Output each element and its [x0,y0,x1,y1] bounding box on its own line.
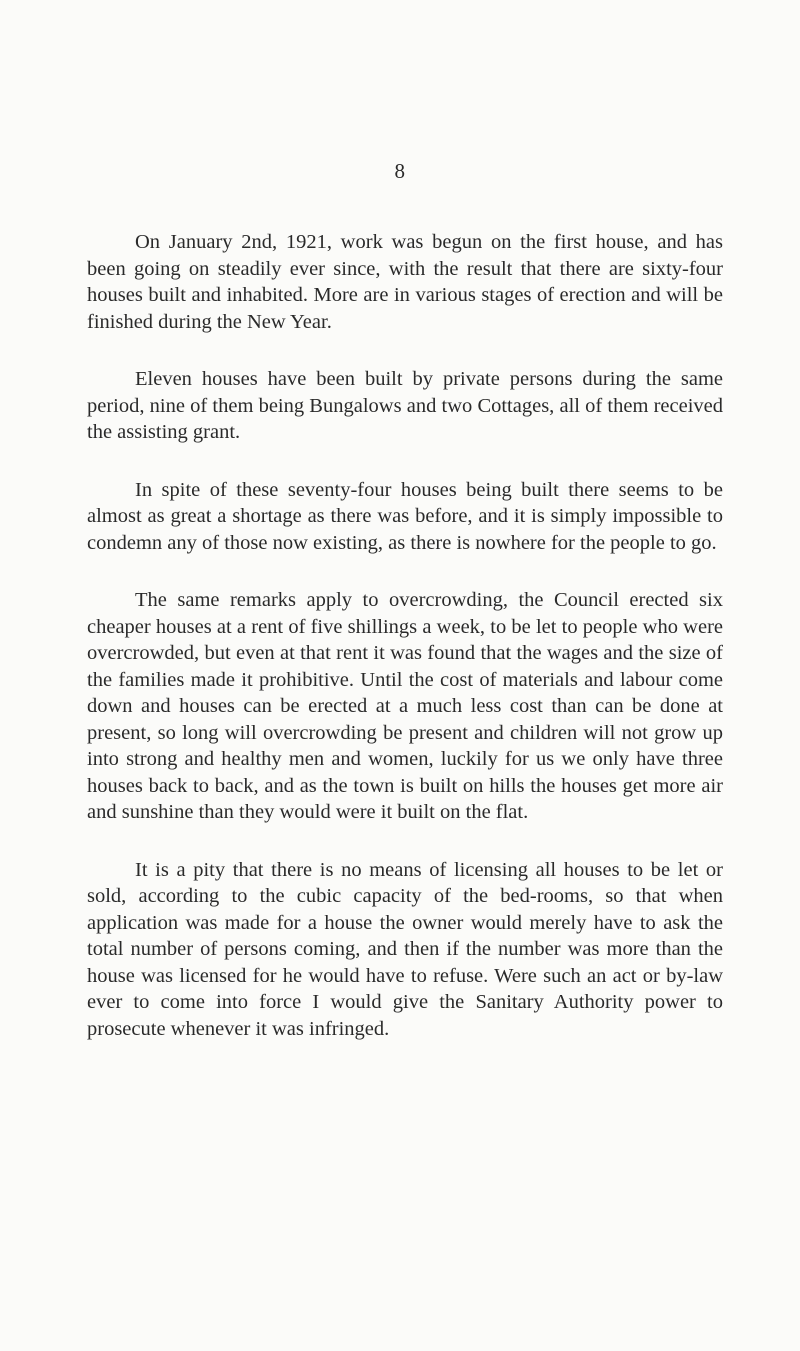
paragraph-private-houses: Eleven houses have been built by private persons during the same period, nine of them being Bungalows and two Cottages, all of them received the assisting grant. [87,368,723,443]
paragraph-overcrowding: The same remarks apply to overcrowding, the Council erected six cheaper houses at a rent of five shillings a week, to be let to people who were overcrowded, but even at that rent it was found that the wages and the size of the families made it prohibitive. Until the cost of materials and labour come down and houses can be erected at a much less cost than can be done at present, so long will overcrowding be present and children will not grow up into strong and healthy men and women, luckily for us we only have three houses back to back, and as the town is built on hills the houses get more air and sunshine than they would were it built on the flat. [87,589,723,823]
paragraph-shortage: In spite of these seventy-four houses being built there seems to be almost as great a shortage as there was before, and it is simply impossible to condemn any of those now existing, as there is nowhere for the people to go. [87,478,723,554]
page-number: 8 [394,159,406,183]
paragraph-housing-progress: On January 2nd, 1921, work was begun on the first house, and has been going on steadily ever since, with the result that there are sixty-four houses built and inhabited. More are in various stages of erection and will be finished during the New Year. [87,231,723,333]
body-text [87,229,723,1073]
paragraph-licensing: It is a pity that there is no means of licensing all houses to be let or sold, according to the cubic capacity of the bed-rooms, so that when application was made for a house the owner would merely have to ask the total number of persons coming, and then if the number was more than the house was licensed for he would have to refuse. Were such an act or by-law ever to come into force I would give the Sanitary Authority power to prosecute whenever it was infringed. [87,858,723,1040]
